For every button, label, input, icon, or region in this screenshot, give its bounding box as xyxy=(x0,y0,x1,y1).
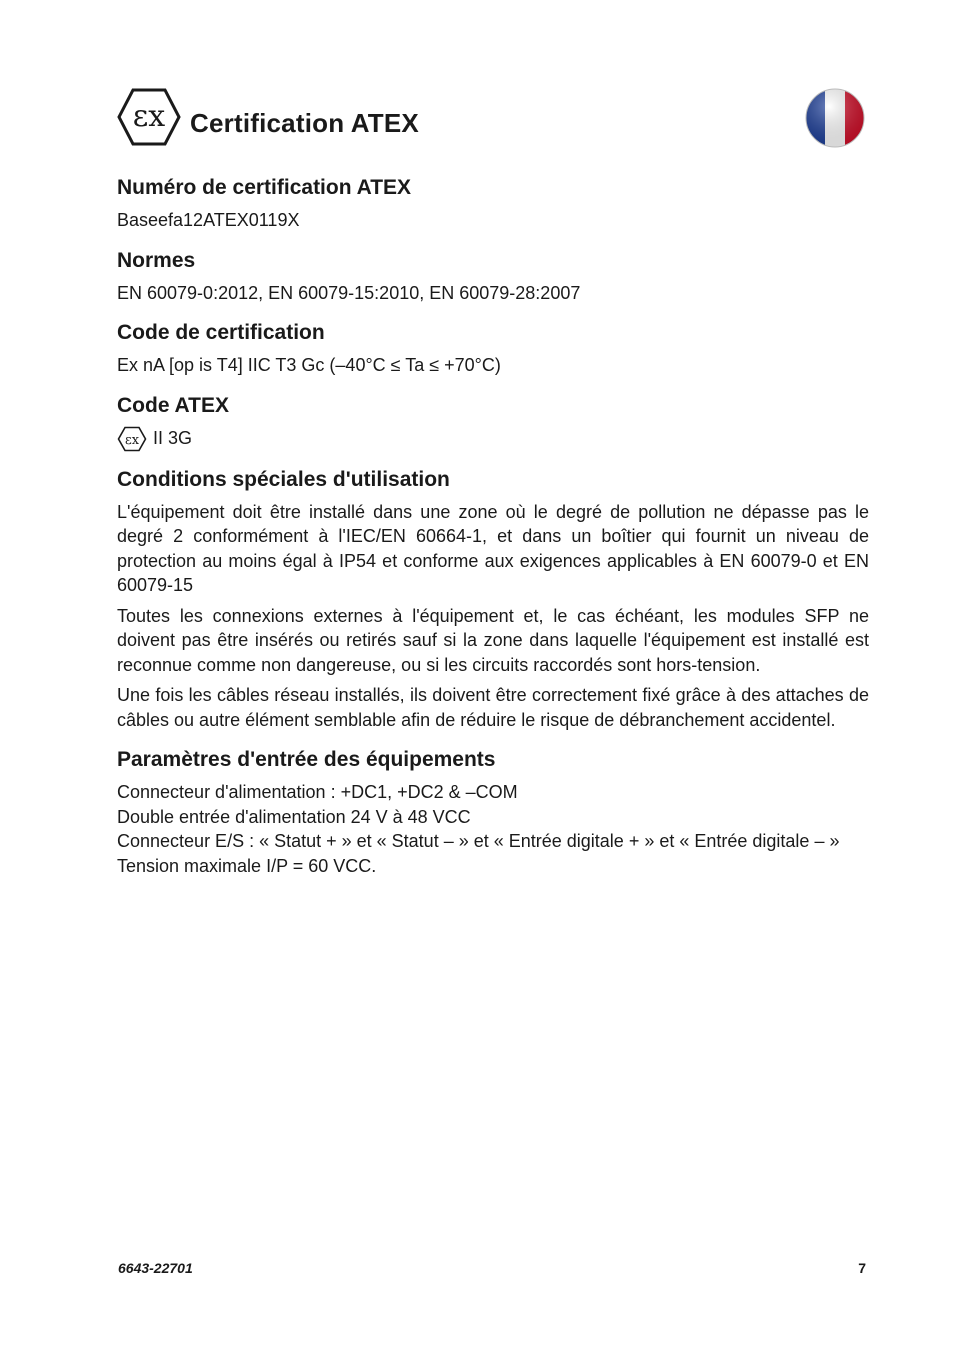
section-certification-number xyxy=(117,174,869,233)
section-heading: Conditions spéciales d'utilisation xyxy=(117,467,450,491)
section-heading: Paramètres d'entrée des équipements xyxy=(117,748,496,771)
page-number: 7 xyxy=(858,1260,866,1276)
section-certification-code xyxy=(117,319,869,378)
certification-code-value: Ex nA [op is T4] IIC T3 Gc (–40°C ≤ Ta ≤ +70°C) xyxy=(117,355,501,375)
france-flag-icon xyxy=(805,88,865,148)
input-parameter-line: Double entrée d'alimentation 24 V à 48 VCC xyxy=(117,806,471,827)
atex-code-row xyxy=(117,426,869,452)
special-conditions-paragraph: Toutes les connexions externes à l'équipement et, le cas échéant, les modules SFP ne doivent pas être insérés ou retirés sauf si la zone dans laquelle l'équipement est installé est reconnue comme non dangereuse, ou si les circuits raccordés sont hors-tension. xyxy=(117,605,869,675)
section-special-conditions xyxy=(117,466,869,733)
input-parameter-line: Connecteur d'alimentation : +DC1, +DC2 & –COM xyxy=(117,782,518,802)
section-heading: Code ATEX xyxy=(117,393,230,417)
svg-text:εx: εx xyxy=(132,99,166,134)
page-content xyxy=(117,174,869,878)
section-heading: Code de certification xyxy=(117,321,325,344)
document-number: 6643-22701 xyxy=(118,1260,193,1276)
section-heading: Normes xyxy=(117,248,196,272)
section-input-parameters xyxy=(117,746,869,878)
ex-hexagon-icon xyxy=(117,88,181,146)
svg-text:εx: εx xyxy=(124,432,140,448)
special-conditions-paragraph: Une fois les câbles réseau installés, ils doivent être correctement fixé grâce à des attaches de câbles ou autre élément semblable afin de réduire le risque de débranchement accidentel. xyxy=(117,685,869,730)
input-parameter-line: Tension maximale I/P = 60 VCC. xyxy=(117,855,377,876)
input-parameter-line: Connecteur E/S : « Statut + » et « Statut – » et « Entrée digitale + » et « Entrée digitale – » xyxy=(117,831,840,851)
certification-number-value: Baseefa12ATEX0119X xyxy=(117,210,300,230)
atex-code-value: II 3G xyxy=(153,428,193,449)
section-normes xyxy=(117,247,869,306)
page-header xyxy=(117,88,867,148)
special-conditions-paragraph: L'équipement doit être installé dans une zone où le degré de pollution ne dépasse pas le degré 2 conformément à l'IEC/EN 60664-1, et dans un boîtier qui fournit un niveau de protection au moins égal à IP54 et conforme aux exigences applicables à EN 60079-0 et EN 60079-15 xyxy=(117,501,869,595)
normes-value: EN 60079-0:2012, EN 60079-15:2010, EN 60079-28:2007 xyxy=(117,282,581,303)
page-title: Certification ATEX xyxy=(190,108,419,138)
ex-hexagon-small-icon xyxy=(117,426,147,452)
section-heading: Numéro de certification ATEX xyxy=(117,176,412,199)
section-atex-code xyxy=(117,392,869,452)
